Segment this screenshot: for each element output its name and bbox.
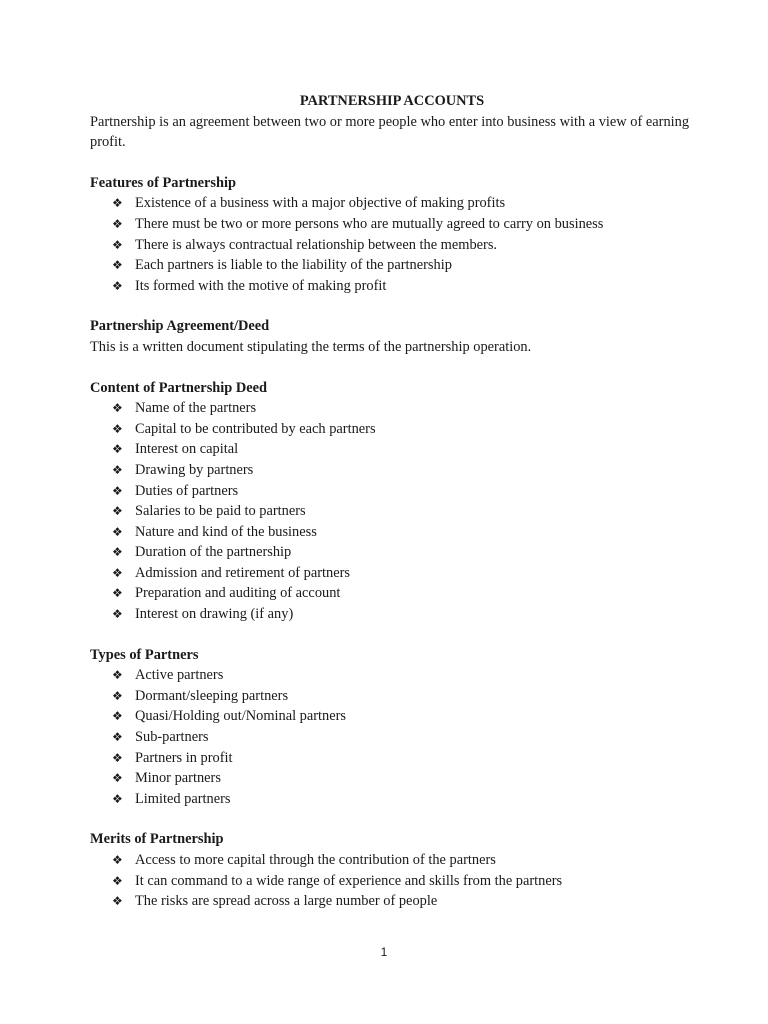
list-item-text: Minor partners — [135, 770, 221, 787]
list-item — [90, 748, 690, 769]
bullet-list — [90, 398, 690, 625]
four-diamond-bullet-icon: ❖ — [112, 894, 123, 909]
four-diamond-bullet-icon: ❖ — [112, 421, 123, 436]
list-item-text: There must be two or more persons who are mutually agreed to carry on business — [135, 215, 604, 232]
list-item — [90, 789, 690, 810]
list-item-text: Quasi/Holding out/Nominal partners — [135, 708, 347, 725]
four-diamond-bullet-icon: ❖ — [112, 873, 123, 888]
list-item-text: It can command to a wide range of experience and skills from the partners — [135, 872, 563, 889]
four-diamond-bullet-icon: ❖ — [112, 401, 123, 416]
four-diamond-bullet-icon: ❖ — [112, 586, 123, 601]
list-item-text: Preparation and auditing of account — [135, 585, 341, 602]
list-item — [90, 583, 690, 604]
four-diamond-bullet-icon: ❖ — [112, 607, 123, 622]
list-item — [90, 542, 690, 563]
list-item-text: Existence of a business with a major objective of making profits — [135, 195, 506, 212]
section-heading: Content of Partnership Deed — [90, 379, 268, 396]
list-item — [90, 276, 690, 297]
list-item-text: Salaries to be paid to partners — [135, 503, 306, 520]
list-item-text: Interest on drawing (if any) — [135, 606, 294, 623]
four-diamond-bullet-icon: ❖ — [112, 688, 123, 703]
list-item — [90, 891, 690, 912]
list-item — [90, 460, 690, 481]
list-item — [90, 727, 690, 748]
four-diamond-bullet-icon: ❖ — [112, 853, 123, 867]
section-heading: Partnership Agreement/Deed — [90, 318, 270, 335]
bullet-list — [90, 193, 690, 296]
sections-container — [90, 173, 690, 912]
section-heading: Merits of Partnership — [90, 831, 224, 848]
list-item-text: Name of the partners — [135, 400, 257, 417]
list-item — [90, 522, 690, 543]
list-item-text: There is always contractual relationship between the members. — [135, 236, 498, 253]
list-item — [90, 706, 690, 727]
list-item — [90, 563, 690, 584]
four-diamond-bullet-icon: ❖ — [112, 791, 123, 806]
list-item — [90, 501, 690, 522]
list-item — [90, 439, 690, 460]
four-diamond-bullet-icon: ❖ — [112, 504, 123, 519]
four-diamond-bullet-icon: ❖ — [112, 709, 123, 724]
list-item — [90, 255, 690, 276]
list-item — [90, 214, 690, 235]
four-diamond-bullet-icon: ❖ — [112, 278, 123, 293]
list-item — [90, 665, 690, 686]
list-item — [90, 235, 690, 256]
section-deed-content — [90, 378, 690, 625]
four-diamond-bullet-icon: ❖ — [112, 237, 123, 252]
list-item — [90, 686, 690, 707]
section-types — [90, 645, 690, 810]
section-heading: Types of Partners — [90, 646, 199, 663]
list-item-text: Access to more capital through the contribution of the partners — [135, 852, 496, 868]
four-diamond-bullet-icon: ❖ — [112, 196, 123, 211]
four-diamond-bullet-icon: ❖ — [112, 730, 123, 745]
list-item-text: Sub-partners — [135, 729, 209, 746]
list-item-text: Interest on capital — [135, 441, 239, 458]
list-item-text: Its formed with the motive of making profit — [135, 277, 387, 294]
list-item — [90, 398, 690, 419]
list-item — [90, 871, 690, 892]
list-item-text: Dormant/sleeping partners — [135, 687, 289, 704]
four-diamond-bullet-icon: ❖ — [112, 483, 123, 498]
list-item-text: Each partners is liable to the liability of the partnership — [135, 257, 452, 274]
list-item-text: Duration of the partnership — [135, 544, 292, 561]
list-item-text: Capital to be contributed by each partners — [135, 420, 376, 437]
bullet-list — [90, 850, 690, 912]
list-item-text: The risks are spread across a large number of people — [135, 893, 438, 910]
four-diamond-bullet-icon: ❖ — [112, 524, 123, 539]
list-item — [90, 481, 690, 502]
bullet-list — [90, 665, 690, 809]
four-diamond-bullet-icon: ❖ — [112, 216, 123, 231]
list-item — [90, 768, 690, 789]
document-title: PARTNERSHIP ACCOUNTS — [299, 93, 485, 109]
intro-paragraph: Partnership is an agreement between two or more people who enter into business with a view of earning profit. — [90, 113, 690, 151]
section-heading: Features of Partnership — [90, 174, 237, 191]
section-agreement — [90, 316, 690, 357]
list-item-text: Admission and retirement of partners — [135, 564, 351, 581]
list-item-text: Partners in profit — [135, 749, 233, 766]
four-diamond-bullet-icon: ❖ — [112, 545, 123, 560]
section-merits — [90, 829, 690, 911]
list-item — [90, 604, 690, 625]
section-paragraph: This is a written document stipulating the terms of the partnership operation. — [90, 338, 532, 355]
section-features — [90, 173, 690, 297]
four-diamond-bullet-icon: ❖ — [112, 258, 123, 273]
list-item-text: Nature and kind of the business — [135, 523, 317, 540]
list-item — [90, 850, 690, 871]
four-diamond-bullet-icon: ❖ — [112, 442, 123, 457]
list-item — [90, 419, 690, 440]
page-number: 1 — [380, 945, 388, 959]
list-item — [90, 193, 690, 214]
document-content — [90, 91, 690, 912]
list-item-text: Duties of partners — [135, 482, 239, 499]
four-diamond-bullet-icon: ❖ — [112, 668, 123, 683]
list-item-text: Limited partners — [135, 790, 231, 807]
four-diamond-bullet-icon: ❖ — [112, 565, 123, 580]
list-item-text: Drawing by partners — [135, 461, 254, 478]
list-item-text: Active partners — [135, 667, 224, 684]
four-diamond-bullet-icon: ❖ — [112, 771, 123, 786]
four-diamond-bullet-icon: ❖ — [112, 750, 123, 765]
four-diamond-bullet-icon: ❖ — [112, 462, 123, 477]
